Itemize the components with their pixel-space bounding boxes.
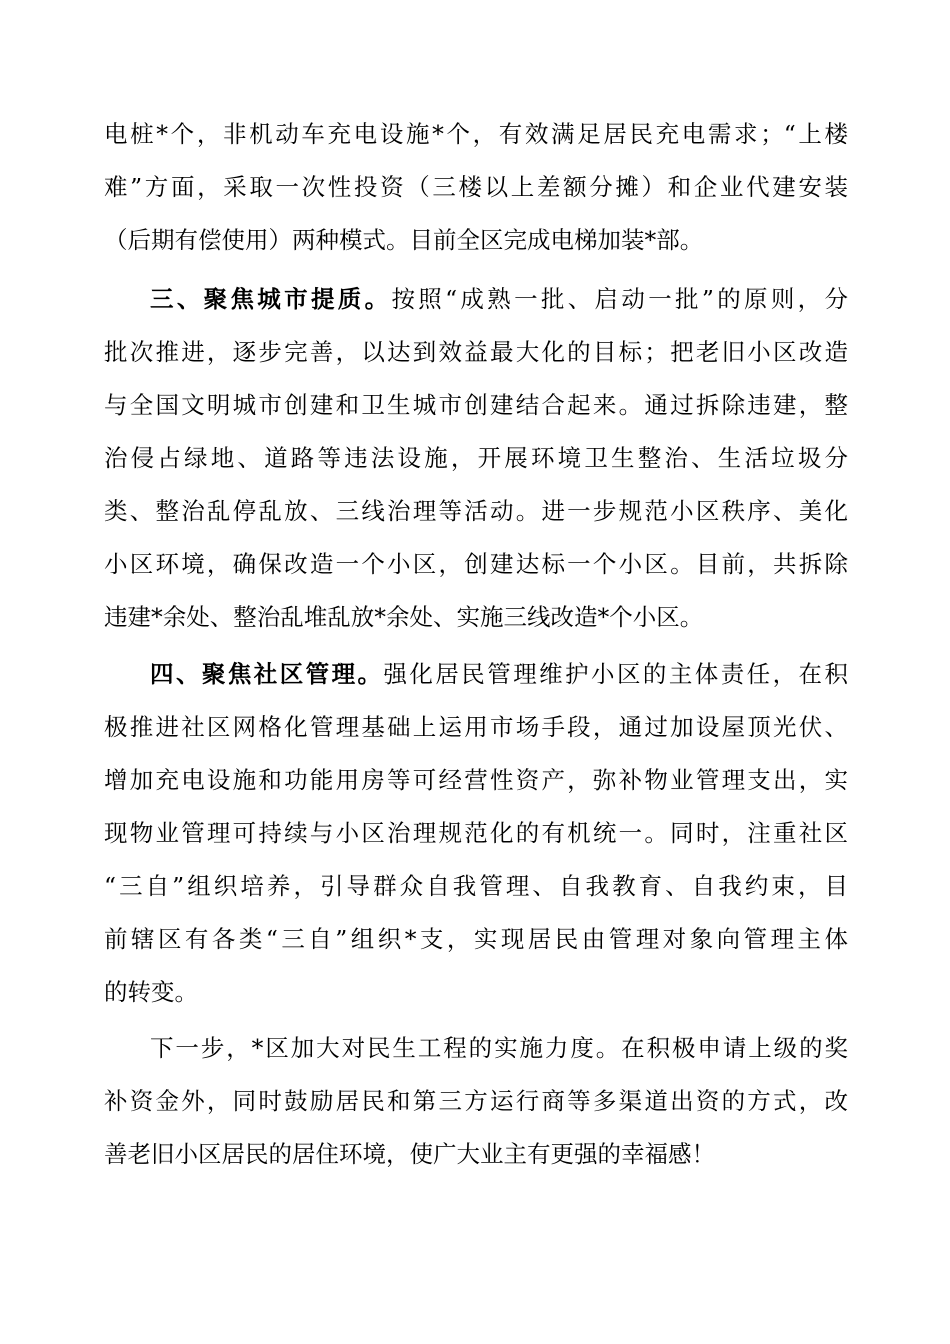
text-line: “三自”组织培养，引导群众自我管理、自我教育、自我约束，目 (104, 872, 848, 900)
text-line: 与全国文明城市创建和卫生城市创建结合起来。通过拆除违建，整 (104, 391, 848, 419)
text-line (104, 648, 848, 701)
text-line: 善老旧小区居民的居住环境，使广大业主有更强的幸福感！ (104, 1140, 715, 1168)
section-heading: 四、聚焦社区管理。 (150, 660, 384, 688)
text-line (104, 273, 848, 326)
text-line: 小区环境，确保改造一个小区，创建达标一个小区。目前，共拆除 (104, 550, 848, 578)
text-line: 的转变。 (104, 978, 198, 1006)
text-line: 难”方面，采取一次性投资（三楼以上差额分摊）和企业代建安装 (104, 173, 848, 201)
section-heading: 三、聚焦城市提质。 (150, 285, 392, 313)
text-line: 前辖区有各类“三自”组织*支，实现居民由管理对象向管理主体 (104, 925, 848, 953)
paragraph-charging-elevator (104, 108, 848, 267)
paragraph-section-3 (104, 273, 848, 644)
paragraph-next-step (104, 1022, 848, 1181)
text-line: 补资金外，同时鼓励居民和第三方运行商等多渠道出资的方式，改 (104, 1087, 848, 1115)
text-line: 批次推进，逐步完善，以达到效益最大化的目标；把老旧小区改造 (104, 338, 848, 366)
paragraph-section-4 (104, 648, 848, 1019)
text-line: 类、整治乱停乱放、三线治理等活动。进一步规范小区秩序、美化 (104, 497, 848, 525)
text-line: 电桩*个，非机动车充电设施*个，有效满足居民充电需求；“上楼 (104, 120, 848, 148)
text-line: 违建*余处、整治乱堆乱放*余处、实施三线改造*个小区。 (104, 603, 704, 631)
text-line: 治侵占绿地、道路等违法设施，开展环境卫生整治、生活垃圾分 (104, 444, 848, 472)
text-run: 按照“成熟一批、启动一批”的原则，分 (391, 285, 849, 313)
text-run: 强化居民管理维护小区的主体责任，在积 (383, 660, 849, 688)
text-line: 增加充电设施和功能用房等可经营性资产，弥补物业管理支出，实 (104, 766, 848, 794)
text-line: 现物业管理可持续与小区治理规范化的有机统一。同时，注重社区 (104, 819, 848, 847)
text-line: （后期有偿使用）两种模式。目前全区完成电梯加装*部。 (104, 226, 704, 254)
text-line: 极推进社区网格化管理基础上运用市场手段，通过加设屋顶光伏、 (104, 713, 848, 741)
text-line: 下一步，*区加大对民生工程的实施力度。在积极申请上级的奖 (150, 1034, 848, 1062)
